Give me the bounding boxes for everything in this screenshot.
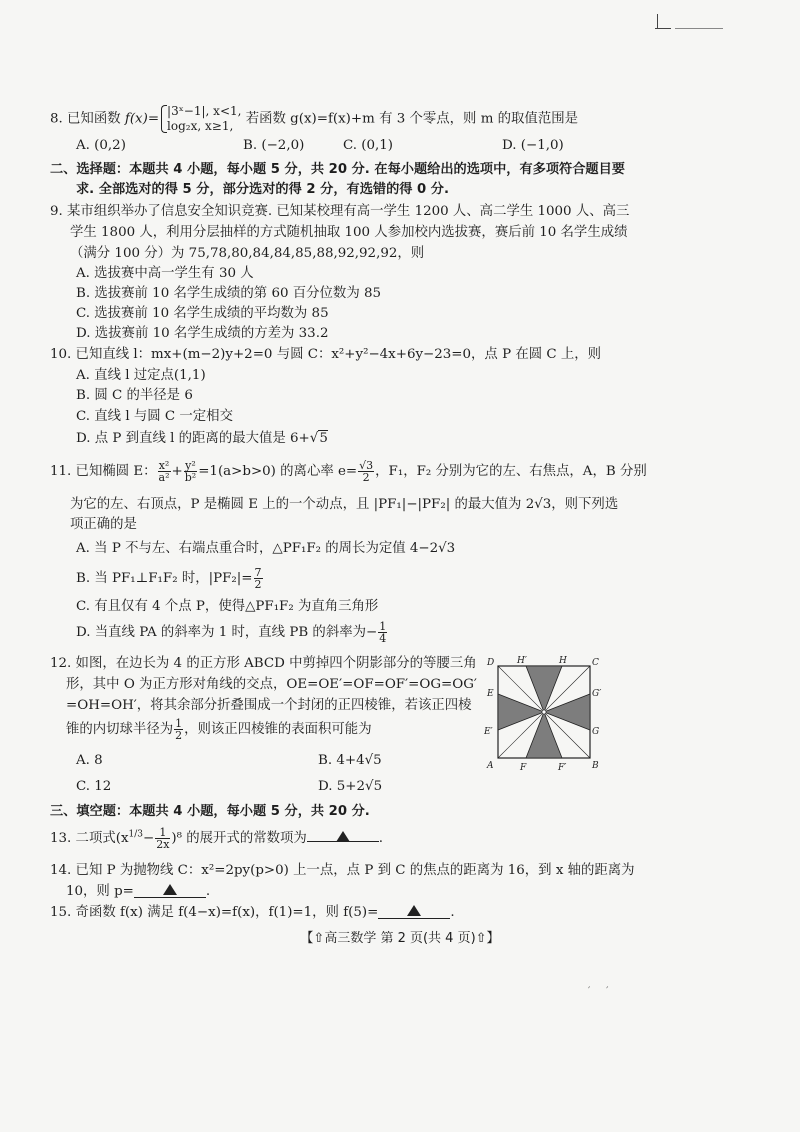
q9-option-c: C. 选拔赛前 10 名学生成绩的平均数为 85 [76, 306, 329, 321]
q13-stem: 13. 二项式($x^{1/3}-$ $\frac{1}{2x}$ )⁸ 的展开式的常数项为 . [50, 826, 384, 851]
shade-right [544, 694, 590, 730]
q9-stem-1: 9. 某市组织举办了信息安全知识竞赛. 已知某校理有高一学生 1200 人、高二学生 1000 人、高三 [50, 204, 630, 219]
q10-option-a: A. 直线 l 过定点(1,1) [76, 368, 206, 383]
q9-stem-2: 学生 1800 人，利用分层抽样的方式随机抽取 100 人参加校内选拔赛，赛后前 10 名学生成绩 [70, 225, 628, 240]
label-b: B [592, 761, 599, 771]
q14-answer-blank[interactable] [134, 882, 206, 898]
q12-stem-4: 锥的内切球半径为 $\frac{1}{2}$ ，则该正四棱锥的表面积可能为 [66, 717, 372, 742]
section2-heading: 二、选择题：本题共 4 小题，每小题 5 分，共 20 分. 在每小题给出的选项中，有多项符合题目要 [50, 162, 625, 177]
shade-bottom [526, 712, 562, 758]
triangle-icon [163, 884, 177, 895]
q12-option-d: D. 5+2√5 [318, 779, 383, 794]
q8-stem: 8. 已知函数 f(x)= |3ˣ−1|, x<1, log₂x, x≥1, 若函数 g(x)=f(x)+m 有 3 个零点，则 m 的取值范围是 [50, 104, 578, 133]
q11-option-a: A. 当 P 不与左、右端点重合时，△PF₁F₂ 的周长为定值 4−2√3 [76, 541, 456, 556]
label-f: F [520, 763, 527, 773]
q14-stem-1: 14. 已知 P 为抛物线 C：x²=2py(p>0) 上一点，点 P 到 C 的焦点的距离为 16，到 x 轴的距离为 [50, 863, 635, 878]
q12-square-figure [484, 654, 606, 776]
q12-stem-3: =OH=OH′，将其余部分折叠围成一个封闭的正四棱锥，若该正四棱 [66, 698, 472, 713]
label-g: G [592, 727, 600, 737]
page-footer: 【⇧高三数学 第 2 页(共 4 页)⇧】 [300, 931, 500, 946]
q9-stem-3: （满分 100 分）为 75,78,80,84,84,85,88,92,92,92，则 [70, 246, 425, 261]
q11-stem-3: 项正确的是 [70, 517, 137, 532]
q11-option-d: D. 当直线 PA 的斜率为 1 时，直线 PB 的斜率为− $\frac{1}{4}$ [76, 620, 387, 645]
label-h: H [559, 656, 567, 666]
q11-option-b: B. 当 PF₁⊥F₁F₂ 时，|PF₂|= $\frac{7}{2}$ [76, 566, 262, 591]
q12-option-b: B. 4+4√5 [318, 753, 382, 768]
q8-option-b: B. (−2,0) [243, 138, 305, 153]
center-o [542, 710, 546, 714]
q10-option-b: B. 圆 C 的半径是 6 [76, 388, 193, 403]
q9-option-d: D. 选拔赛前 10 名学生成绩的方差为 33.2 [76, 326, 329, 341]
label-d: D [487, 658, 495, 668]
q15-answer-blank[interactable] [378, 903, 450, 919]
q12-option-a: A. 8 [76, 753, 103, 768]
q12-stem-2: 形，其中 O 为正方形对角线的交点，OE=OE′=OF=OF′=OG=OG′ [66, 677, 477, 692]
q9-option-b: B. 选拔赛前 10 名学生成绩的第 60 百分位数为 85 [76, 286, 382, 301]
q9-option-a: A. 选拔赛中高一学生有 30 人 [76, 266, 254, 281]
label-f1: F′ [558, 763, 567, 773]
label-c: C [592, 658, 599, 668]
q13-answer-blank[interactable] [307, 826, 379, 842]
q10-option-c: C. 直线 l 与圆 C 一定相交 [76, 409, 233, 424]
shade-left [498, 694, 544, 730]
q8-option-c: C. (0,1) [343, 138, 394, 153]
corner-mark [655, 14, 725, 34]
q12-option-c: C. 12 [76, 779, 112, 794]
label-h1: H′ [517, 656, 527, 666]
q12-stem-1: 12. 如图，在边长为 4 的正方形 ABCD 中剪掉四个阴影部分的等腰三角 [50, 656, 477, 671]
section2-heading-2: 求. 全部选对的得 5 分，部分选对的得 2 分，有选错的得 0 分. [76, 182, 449, 197]
q10-option-d: D. 点 P 到直线 l 的距离的最大值是 6+√5 [76, 431, 328, 446]
label-e1: E′ [484, 727, 493, 737]
q15-stem: 15. 奇函数 f(x) 满足 f(4−x)=f(x)，f(1)=1，则 f(5)= . [50, 905, 455, 920]
label-g1: G′ [592, 689, 602, 699]
triangle-icon [336, 831, 350, 842]
q10-stem: 10. 已知直线 l：mx+(m−2)y+2=0 与圆 C：x²+y²−4x+6y−23=0，点 P 在圆 C 上，则 [50, 347, 602, 362]
q8-option-d: D. (−1,0) [502, 138, 564, 153]
q11-option-c: C. 有且仅有 4 个点 P，使得△PF₁F₂ 为直角三角形 [76, 599, 379, 614]
shade-top [526, 666, 562, 712]
q11-stem-2: 为它的左、右顶点，P 是椭圆 E 上的一个动点，且 |PF₁|−|PF₂| 的最大值为 2√3，则下列选 [70, 497, 619, 512]
q11-stem-1: 11. 已知椭圆 E： $\frac{\text{x²}}{\text{a²}}$ + $\frac{\text{y²}}{\text{b²}}$ =1(a>b>0) 的离心率 e= $\frac{√3}{2}$ ，F₁，F₂ 分别为它的左、右焦点，A，B 分别 [50, 459, 647, 484]
q8-option-a: A. (0,2) [76, 138, 126, 153]
q14-stem-2: 10，则 p= . [66, 884, 211, 899]
q8-piecewise: |3ˣ−1|, x<1, log₂x, x≥1, [159, 104, 241, 134]
section3-heading: 三、填空题：本题共 4 小题，每小题 5 分，共 20 分. [50, 804, 370, 819]
label-e: E [487, 689, 494, 699]
scan-marks: ′ ′ [588, 986, 609, 997]
triangle-icon [407, 905, 421, 916]
label-a: A [487, 761, 494, 771]
